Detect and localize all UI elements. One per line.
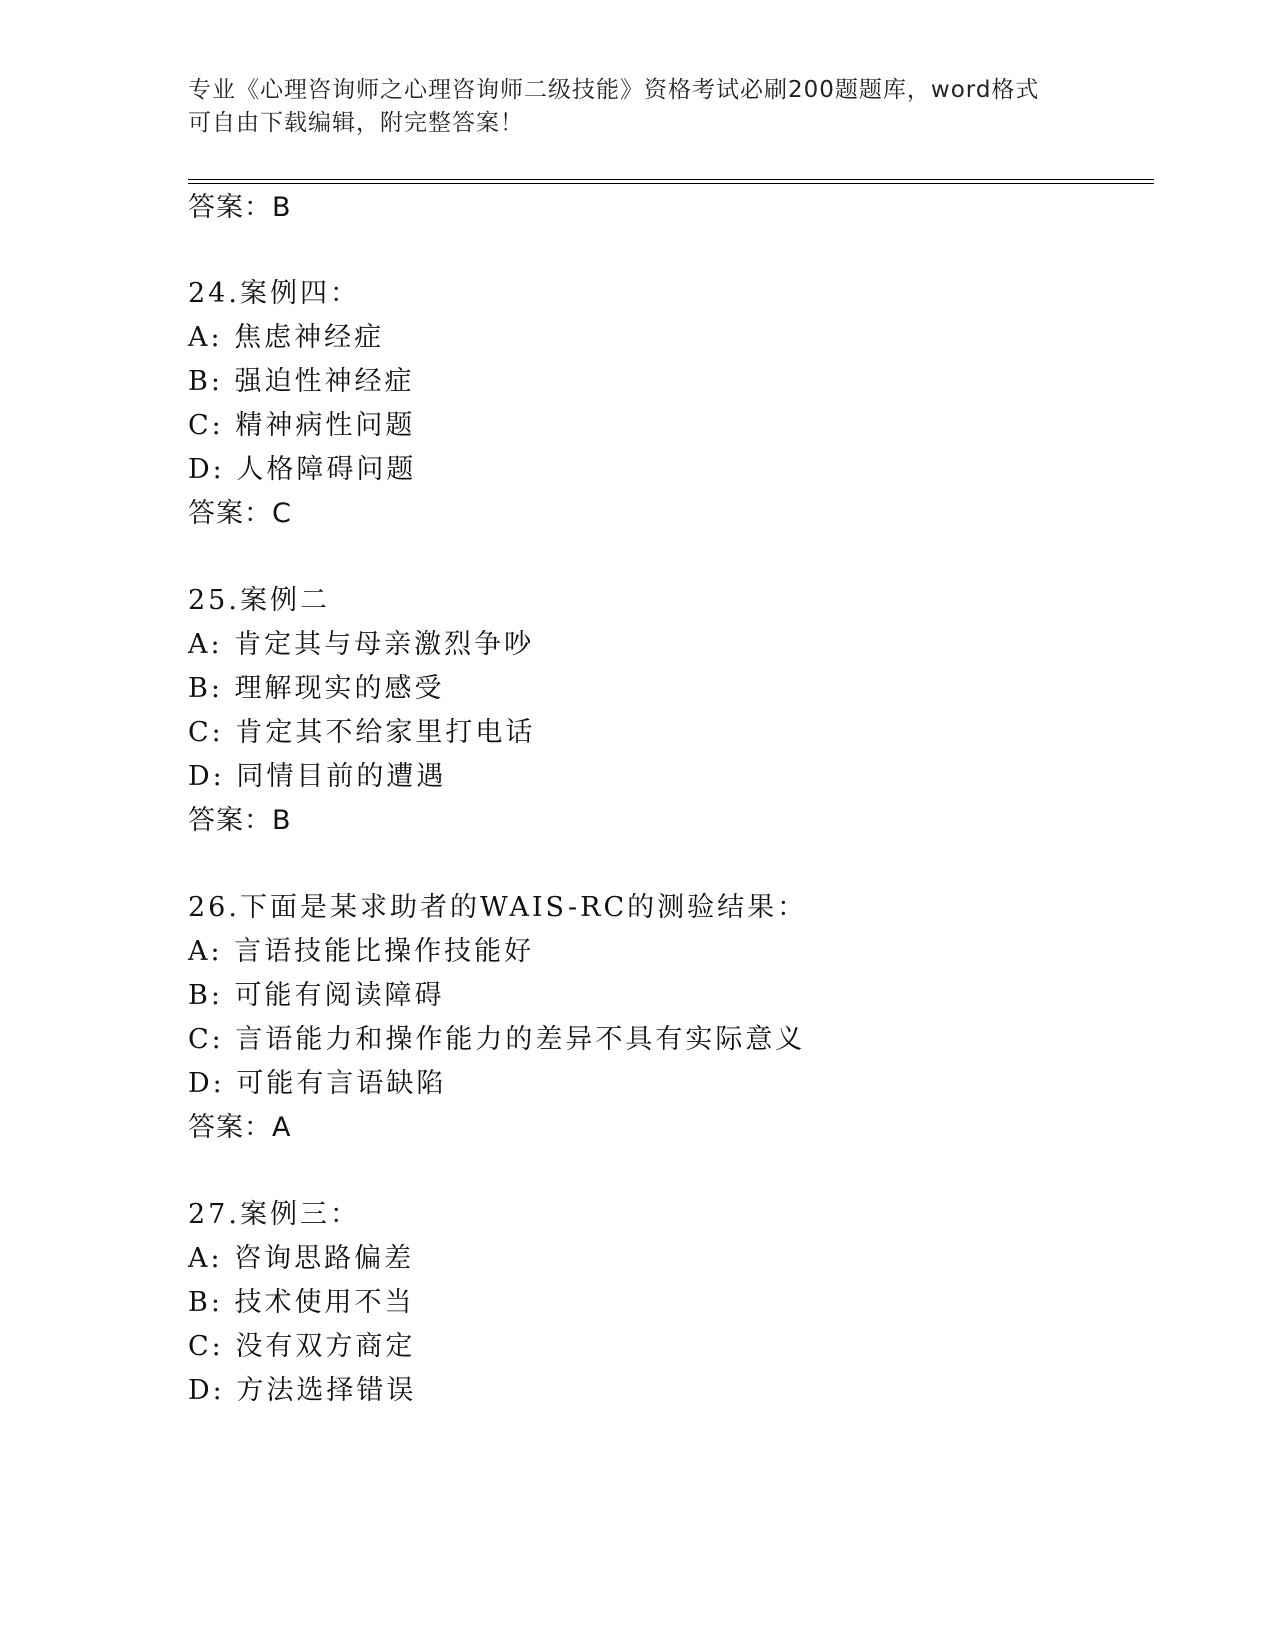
option-b: B: 理解现实的感受	[188, 673, 445, 704]
question-stem: 26.下面是某求助者的WAIS-RC的测验结果：	[188, 892, 808, 923]
option-b: B: 可能有阅读障碍	[188, 980, 445, 1011]
option-a: A: 咨询思路偏差	[188, 1243, 415, 1274]
option-c: C: 言语能力和操作能力的差异不具有实际意义	[188, 1024, 806, 1055]
option-d: D: 方法选择错误	[188, 1375, 417, 1406]
option-d: D: 人格障碍问题	[188, 454, 417, 485]
header-rule-bottom	[188, 183, 1154, 184]
option-a: A: 焦虑神经症	[188, 322, 385, 353]
answer-line: 答案：C	[188, 498, 292, 529]
option-b: B: 强迫性神经症	[188, 366, 415, 397]
option-d: D: 可能有言语缺陷	[188, 1068, 447, 1099]
header-rule-top	[188, 179, 1154, 180]
answer-line: 答案：A	[188, 1112, 292, 1143]
option-a: A: 肯定其与母亲激烈争吵	[188, 629, 535, 660]
option-c: C: 精神病性问题	[188, 410, 416, 441]
option-a: A: 言语技能比操作技能好	[188, 936, 535, 967]
option-c: C: 肯定其不给家里打电话	[188, 717, 536, 748]
question-stem: 25.案例二	[188, 585, 330, 616]
answer-line: 答案：B	[188, 192, 292, 223]
question-stem: 27.案例三：	[188, 1199, 360, 1230]
header-line-1: 专业《心理咨询师之心理咨询师二级技能》资格考试必刷200题题库，word格式	[188, 77, 1040, 103]
document-header	[188, 74, 1068, 140]
option-b: B: 技术使用不当	[188, 1287, 415, 1318]
header-line-2: 可自由下载编辑，附完整答案！	[188, 110, 524, 136]
question-stem: 24.案例四：	[188, 278, 360, 309]
answer-line: 答案：B	[188, 805, 292, 836]
option-d: D: 同情目前的遭遇	[188, 761, 447, 792]
option-c: C: 没有双方商定	[188, 1331, 416, 1362]
